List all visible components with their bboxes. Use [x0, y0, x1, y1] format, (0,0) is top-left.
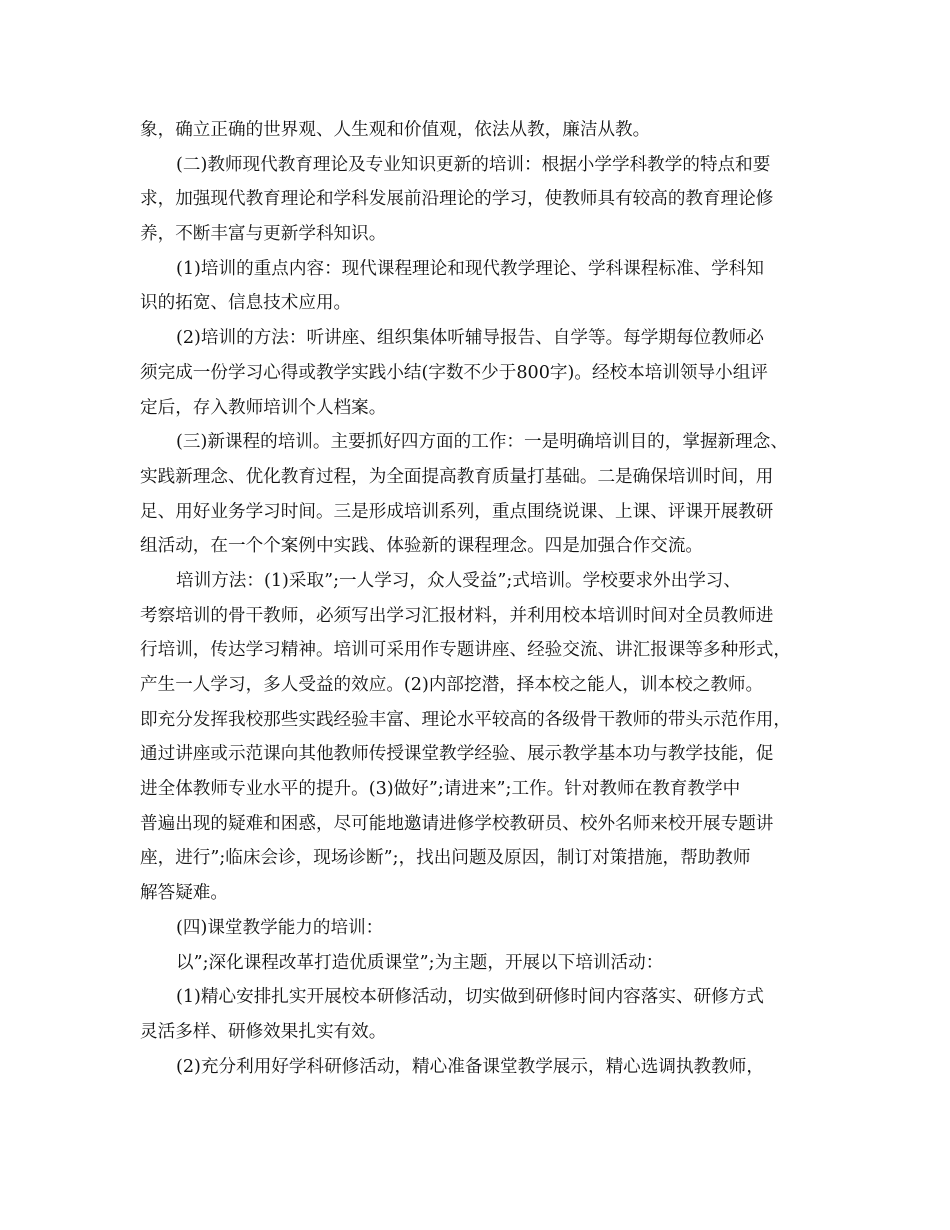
text-line: 象，确立正确的世界观、人生观和价值观，依法从教，廉洁从教。: [140, 120, 651, 140]
text-line: (2)培训的方法：听讲座、组织集体听辅导报告、自学等。每学期每位教师必: [176, 328, 764, 349]
document-body: [140, 113, 820, 1084]
text-line: 产生一人学习，多人受益的效应。(2)内部挖潜，择本校之能人，训本校之教师。: [140, 675, 764, 695]
text-line: 足、用好业务学习时间。三是形成培训系列，重点围绕说课、上课、评课开展教研: [140, 501, 774, 522]
text-line: 培训方法：(1)采取”;一人学习，众人受益”;式培训。学校要求外出学习、: [176, 570, 741, 591]
text-line: (2)充分利用好学科研修活动，精心准备课堂教学展示，精心选调执教教师，: [176, 1056, 764, 1077]
text-line: 灵活多样、研修效果扎实有效。: [140, 1021, 387, 1042]
text-line: (1)精心安排扎实开展校本研修活动，切实做到研修时间内容落实、研修方式: [176, 987, 764, 1008]
text-line: 识的拓宽、信息技术应用。: [140, 293, 352, 314]
text-line: (四)课堂教学能力的培训：: [176, 917, 384, 938]
text-line: 座，进行”;临床会诊，现场诊断”;，找出问题及原因，制订对策措施，帮助教师: [140, 848, 751, 869]
text-line: 通过讲座或示范课向其他教师传授课堂教学经验、展示教学基本功与教学技能，促: [140, 744, 774, 765]
text-line: 解答疑难。: [140, 883, 228, 904]
text-line: 养，不断丰富与更新学科知识。: [140, 224, 387, 245]
text-line: (1)培训的重点内容：现代课程理论和现代教学理论、学科课程标准、学科知: [176, 258, 764, 279]
text-line: 实践新理念、优化教育过程，为全面提高教育质量打基础。二是确保培训时间，用: [140, 466, 774, 487]
text-line: 求，加强现代教育理论和学科发展前沿理论的学习，使教师具有较高的教育理论修: [140, 189, 774, 210]
text-line: 行培训，传达学习精神。培训可采用作专题讲座、经验交流、讲汇报课等多种形式，: [140, 640, 791, 661]
text-line: 以”;深化课程改革打造优质课堂”;为主题，开展以下培训活动：: [176, 952, 664, 973]
text-line: 进全体教师专业水平的提升。(3)做好”;请进来”;工作。针对教师在教育教学中: [140, 779, 741, 800]
text-line: 即充分发挥我校那些实践经验丰富、理论水平较高的各级骨干教师的带头示范作用，: [140, 709, 791, 730]
text-line: 须完成一份学习心得或教学实践小结(字数不少于800字)。经校本培训领导小组评: [140, 362, 768, 383]
text-line: 定后，存入教师培训个人档案。: [140, 397, 387, 418]
text-line: 组活动，在一个个案例中实践、体验新的课程理念。四是加强合作交流。: [140, 536, 704, 557]
text-line: 考察培训的骨干教师，必须写出学习汇报材料，并利用校本培训时间对全员教师进: [140, 605, 774, 626]
text-line: (三)新课程的培训。主要抓好四方面的工作：一是明确培训目的，掌握新理念、: [176, 432, 788, 453]
text-line: 普遍出现的疑难和困惑，尽可能地邀请进修学校教研员、校外名师来校开展专题讲: [140, 813, 774, 834]
text-line: (二)教师现代教育理论及专业知识更新的培训：根据小学学科教学的特点和要: [176, 154, 771, 175]
